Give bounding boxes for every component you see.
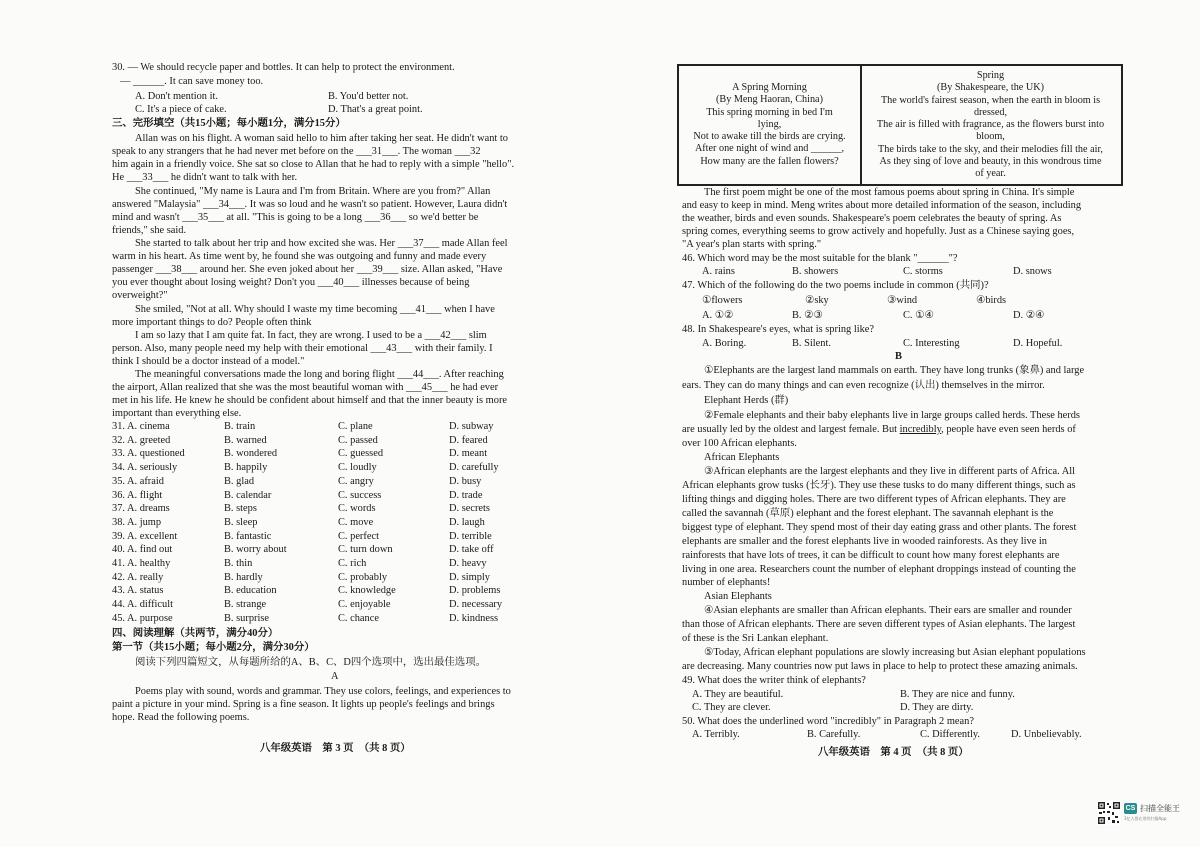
cloze-line: important than everything else. (112, 408, 242, 419)
page-footer: 八年级英语 第 4 页 （共 8 页） (818, 747, 969, 758)
reading-section-heading: 四、阅读理解（共两节，满分40分） (112, 628, 279, 639)
passage-b-line: ①Elephants are the largest land mammals on earth. They have long trunks (象鼻) and large (704, 365, 1085, 376)
cloze-option: 41. A. healthy (112, 558, 171, 569)
cloze-line: He ___33___ he didn't want to talk with her. (112, 172, 298, 183)
cloze-option: C. passed (338, 434, 378, 446)
cloze-option: C. success (338, 489, 382, 501)
passage-b-line: than those of African elephants. There are seven different types of Asian elephants. The largest (682, 619, 1076, 630)
poems-table (677, 64, 1123, 186)
q47-item-1: ①flowers (702, 295, 743, 306)
passage-b-label: B (895, 351, 902, 362)
poem1-author: (By Meng Haoran, China) (716, 94, 823, 106)
reading-part1-heading: 第一节（共15小题；每小题2分，满分30分） (112, 642, 315, 653)
cloze-option: B. calendar (224, 489, 272, 501)
passage-b-line: ears. They can do many things and can even recognize (认出) themselves in the mirror. (682, 380, 1045, 391)
q46-option-d: D. snows (1013, 266, 1052, 277)
q30-option-a: A. Don't mention it. (135, 91, 218, 102)
cloze-option: C. words (338, 503, 376, 515)
cloze-option: D. take off (449, 544, 494, 556)
cloze-line: met in his life. He knew he should be confident about himself and that the inner beauty is more (112, 395, 508, 406)
passage-a-label: A (331, 671, 339, 682)
q50-option-d: D. Unbelievably. (1011, 729, 1082, 740)
reading-instruction: 阅读下列四篇短文，从每题所给的A、B、C、D四个选项中，选出最佳选项。 (135, 657, 486, 668)
poem2-line: The air is filled with fragrance, as the flowers burst into (876, 119, 1105, 131)
q49-option-c: C. They are clever. (692, 702, 771, 713)
cloze-line: She started to talk about her trip and how excited she was. Her ___37___ made Allan feel (135, 238, 508, 249)
q50-option-c: C. Differently. (920, 729, 981, 740)
passage-b-line: of these is the Sri Lankan elephant. (682, 633, 829, 644)
poem2-line: As they sing of love and beauty, in this wondrous time (879, 156, 1102, 168)
q47-item-2: ②sky (805, 295, 829, 306)
cloze-option: 44. A. difficult (112, 599, 173, 611)
q47-option-d: D. ②④ (1013, 310, 1045, 321)
passage-b-line: African elephants grow tusks (长牙). They use these tusks to do many different things, such as (682, 480, 1076, 491)
passage-b-line: number of elephants! (682, 577, 771, 588)
cloze-option: B. sleep (224, 516, 258, 528)
cloze-option: B. wondered (224, 448, 278, 460)
watermark-tagline: 3亿人都在用的扫描App (1124, 816, 1167, 821)
cloze-option: B. glad (224, 475, 255, 487)
cloze-option: B. warned (224, 434, 267, 446)
cloze-line: speak to any strangers that he had never met before on the ___31___. The woman ___32 (112, 146, 481, 157)
passage-a-line: spring comes, everything seems to grow actively and hopefully. Just as a Chinese saying goes, (682, 226, 1075, 237)
poem2-line: of year. (975, 168, 1006, 180)
cloze-option: B. train (224, 421, 256, 432)
cloze-option: 31. A. cinema (112, 421, 170, 432)
poem1-line: This spring morning in bed I'm (706, 106, 833, 118)
cloze-option: C. chance (338, 612, 379, 624)
cloze-option: D. laugh (449, 516, 485, 528)
q48-option-b: B. Silent. (792, 338, 831, 349)
q30-option-b: B. You'd better not. (328, 91, 409, 102)
cloze-option: 39. A. excellent (112, 530, 178, 542)
cloze-option: 40. A. find out (112, 544, 173, 556)
q48-option-d: D. Hopeful. (1013, 338, 1063, 349)
subheading-elephant-herds: Elephant Herds (群) (704, 395, 789, 406)
poem2-author: (By Shakespeare, the UK) (937, 82, 1044, 94)
q49-option-a: A. They are beautiful. (692, 689, 784, 700)
cloze-option: B. worry about (224, 544, 287, 556)
cloze-option: D. meant (449, 448, 488, 460)
passage-b-line: are usually led by the oldest and largest female. But incredibly, people have even seen herds of (682, 424, 1076, 435)
question-48: 48. In Shakespeare's eyes, what is spring like? (682, 324, 875, 335)
cloze-option: D. necessary (449, 599, 503, 611)
right-page (600, 0, 1200, 847)
scanner-watermark (1124, 800, 1188, 826)
cloze-line: friends," she said. (112, 225, 187, 236)
cloze-line: more important things to do? People often think (112, 317, 312, 328)
cloze-option: C. enjoyable (338, 599, 391, 611)
cloze-option: D. secrets (449, 503, 490, 515)
poem2-line: dressed, (973, 106, 1008, 118)
cloze-option: D. busy (449, 475, 482, 487)
q47-option-a: A. ①② (702, 310, 734, 321)
passage-a-line: the weather, birds and even sounds. Shakespeare's poem celebrates the beauty of spring. As (682, 213, 1062, 224)
cloze-line: person. Also, many people need my help with their emotional ___43___ with their family. I (112, 343, 493, 354)
cloze-option: D. problems (449, 585, 501, 597)
cloze-option: 42. A. really (112, 571, 164, 583)
underlined-word: incredibly (899, 424, 942, 435)
cloze-option: C. turn down (338, 544, 393, 556)
q48-option-a: A. Boring. (702, 338, 747, 349)
cloze-option: B. education (224, 585, 277, 597)
passage-b-line: biggest type of elephant. They spend most of their day eating grass and other plants. The forest (682, 522, 1077, 533)
cloze-option: 32. A. greeted (112, 434, 171, 446)
poem1-line: After one night of wind and ______, (694, 143, 845, 155)
cloze-option: 43. A. status (112, 585, 164, 597)
cloze-line: you ever thought about losing weight? Don't you ___40___ illnesses because of being (112, 277, 470, 288)
cloze-line: She continued, "My name is Laura and I'm from Britain. Where are you from?" Allan (135, 186, 491, 197)
qr-code-icon (1097, 801, 1121, 825)
cloze-option: 34. A. seriously (112, 462, 178, 474)
q47-option-b: B. ②③ (792, 310, 823, 321)
cloze-line: answered "Malaysia" ___34___. It was so loud and he wasn't so patient. However, Laura didn't (112, 199, 508, 210)
poem2-line: The birds take to the sky, and their melodies fill the air, (878, 143, 1103, 155)
cloze-option: D. kindness (449, 612, 499, 624)
cloze-option: C. move (338, 516, 374, 528)
camscanner-logo-icon: CS (1125, 805, 1136, 812)
cloze-line: mind and wasn't ___35___ at all. "This is going to be a long ___36___ so we'd better be (112, 212, 479, 223)
subheading-asian-elephants: Asian Elephants (704, 591, 772, 602)
cloze-line: passenger ___38___ around her. She even joked about her ___39___ size. Allan asked, "Have (112, 264, 503, 275)
cloze-option: D. trade (449, 489, 483, 501)
question-30-stem: 30. — We should recycle paper and bottles. It can help to protect the environment. (112, 62, 455, 73)
poem1-line: Not to awake till the birds are crying. (693, 131, 846, 143)
passage-a-line: "A year's plan starts with spring." (682, 239, 822, 250)
cloze-option: B. hardly (224, 571, 263, 583)
cloze-option: D. carefully (449, 462, 499, 474)
cloze-option: C. loudly (338, 462, 377, 474)
cloze-option: D. subway (449, 421, 494, 432)
cloze-option: 35. A. afraid (112, 475, 164, 487)
passage-a-line: and easy to keep in mind. Meng writes about more detailed information of the season, including (682, 200, 1082, 211)
q47-option-c: C. ①④ (903, 310, 934, 321)
cloze-line: Allan was on his flight. A woman said hello to him after taking her seat. He didn't want to (135, 133, 508, 144)
cloze-option: D. heavy (449, 558, 487, 569)
poem2-title: Spring (976, 70, 1005, 81)
cloze-section-heading: 三、完形填空（共15小题；每小题1分，满分15分） (112, 118, 346, 129)
cloze-option: C. rich (338, 558, 367, 569)
watermark-app-name: 扫描全能王 (1140, 804, 1180, 813)
cloze-option: 33. A. questioned (112, 448, 185, 460)
cloze-option: B. happily (224, 462, 268, 474)
poem-spring (862, 66, 1119, 184)
poem2-line: The world's fairest season, when the earth in bloom is (880, 94, 1101, 106)
q47-item-4: ④birds (976, 295, 1007, 306)
cloze-option: 37. A. dreams (112, 503, 170, 515)
poem1-title: A Spring Morning (732, 82, 807, 93)
passage-b-line: ③African elephants are the largest elephants and they live in different parts of Africa. All (704, 466, 1076, 477)
passage-b-line: are decreasing. Many countries now put laws in place to help to protect these amazing animals. (682, 661, 1078, 672)
cloze-option: C. plane (338, 421, 373, 432)
q46-option-a: A. rains (702, 266, 735, 277)
passage-b-line: rainforests that have lots of trees, it can be difficult to count how many forest elephants are (682, 550, 1060, 561)
passage-b-line: ⑤Today, African elephant populations are slowly increasing but Asian elephant populations (704, 647, 1086, 658)
cloze-option: B. steps (224, 503, 257, 515)
cloze-option: B. fantastic (224, 530, 272, 542)
cloze-line: warm in his heart. As time went by, he found she was outgoing and funny and made every (112, 251, 487, 262)
q46-option-b: B. showers (792, 266, 839, 277)
cloze-option: 38. A. jump (112, 516, 162, 528)
subheading-african-elephants: African Elephants (704, 452, 780, 463)
passage-b-line: over 100 African elephants. (682, 438, 797, 449)
cloze-option: C. probably (338, 571, 388, 583)
cloze-option: 36. A. flight (112, 489, 163, 501)
passage-b-line: called the savannah (草原) elephant and the forest elephant. The savannah elephant is the (682, 508, 1054, 519)
poem2-line: bloom, (976, 131, 1005, 143)
q46-option-c: C. storms (903, 266, 943, 277)
q50-option-a: A. Terribly. (692, 729, 740, 740)
passage-b-line: ②Female elephants and their baby elephants live in large groups called herds. These herds (704, 410, 1080, 421)
cloze-option: C. knowledge (338, 585, 396, 597)
q49-option-b: B. They are nice and funny. (900, 689, 1015, 700)
cloze-option: D. terrible (449, 530, 492, 542)
question-50: 50. What does the underlined word "incredibly" in Paragraph 2 mean? (682, 716, 974, 727)
cloze-line: think I should be a doctor instead of a model." (112, 356, 305, 367)
cloze-option: B. surprise (224, 612, 270, 624)
passage-b-line: lifting things and digging holes. There are two different types of African elephants. They are (682, 494, 1066, 505)
cloze-line: the airport, Allan realized that she was the most beautiful woman with ___45___ he had ever (112, 382, 499, 393)
cloze-line: The meaningful conversations made the long and boring flight ___44___. After reaching (135, 369, 504, 380)
cloze-option: D. feared (449, 434, 488, 446)
q48-option-c: C. Interesting (903, 338, 960, 349)
cloze-option: C. angry (338, 475, 374, 487)
cloze-option: C. perfect (338, 530, 379, 542)
cloze-option: C. guessed (338, 448, 384, 460)
cloze-line: She smiled, "Not at all. Why should I waste my time becoming ___41___ when I have (135, 304, 495, 315)
question-30-blank: — ______. It can save money too. (120, 76, 264, 87)
cloze-option: 45. A. purpose (112, 612, 173, 624)
q30-option-d: D. That's a great point. (328, 104, 423, 115)
page-footer: 八年级英语 第 3 页 （共 8 页） (260, 743, 411, 754)
q49-option-d: D. They are dirty. (900, 702, 974, 713)
question-49: 49. What does the writer think of elephants? (682, 675, 866, 686)
cloze-option: B. strange (224, 599, 267, 611)
passage-a-line: The first poem might be one of the most famous poems about spring in China. It's simple (704, 187, 1075, 198)
passage-b-line: ④Asian elephants are smaller than African elephants. Their ears are smaller and rounder (704, 605, 1072, 616)
passage-a-line: hope. Read the following poems. (112, 712, 250, 723)
question-47: 47. Which of the following do the two poems include in common (共同)? (682, 280, 989, 291)
poem1-line: lying, (757, 118, 782, 130)
passage-b-line: elephants are smaller and the forest elephants live in wooded rainforests. As they live in (682, 536, 1048, 547)
cloze-line: I am so lazy that I am quite fat. In fact, they are wrong. I used to be a ___42___ slim (135, 330, 487, 341)
cloze-line: him again in a friendly voice. She sat so close to Allan that he had to reply with a simple "hello". (112, 159, 515, 170)
question-46: 46. Which word may be the most suitable for the blank "______"? (682, 253, 958, 264)
poem-spring-morning (679, 66, 860, 184)
q30-option-c: C. It's a piece of cake. (135, 104, 227, 115)
passage-a-line: paint a picture in your mind. Spring is a fine season. It lights up people's feelings and brings (112, 699, 495, 710)
passage-a-line: Poems play with sound, words and grammar. They use colors, feelings, and experiences to (135, 686, 511, 697)
cloze-option: D. simply (449, 571, 490, 583)
cloze-line: overweight?" (112, 290, 168, 301)
passage-b-line: living in one area. Researchers count the number of elephant droppings instead of counting the (682, 564, 1076, 575)
cloze-option: B. thin (224, 558, 253, 569)
poem1-line: How many are the fallen flowers? (700, 155, 839, 167)
q47-item-3: ③wind (887, 295, 918, 306)
q50-option-b: B. Carefully. (807, 729, 861, 740)
